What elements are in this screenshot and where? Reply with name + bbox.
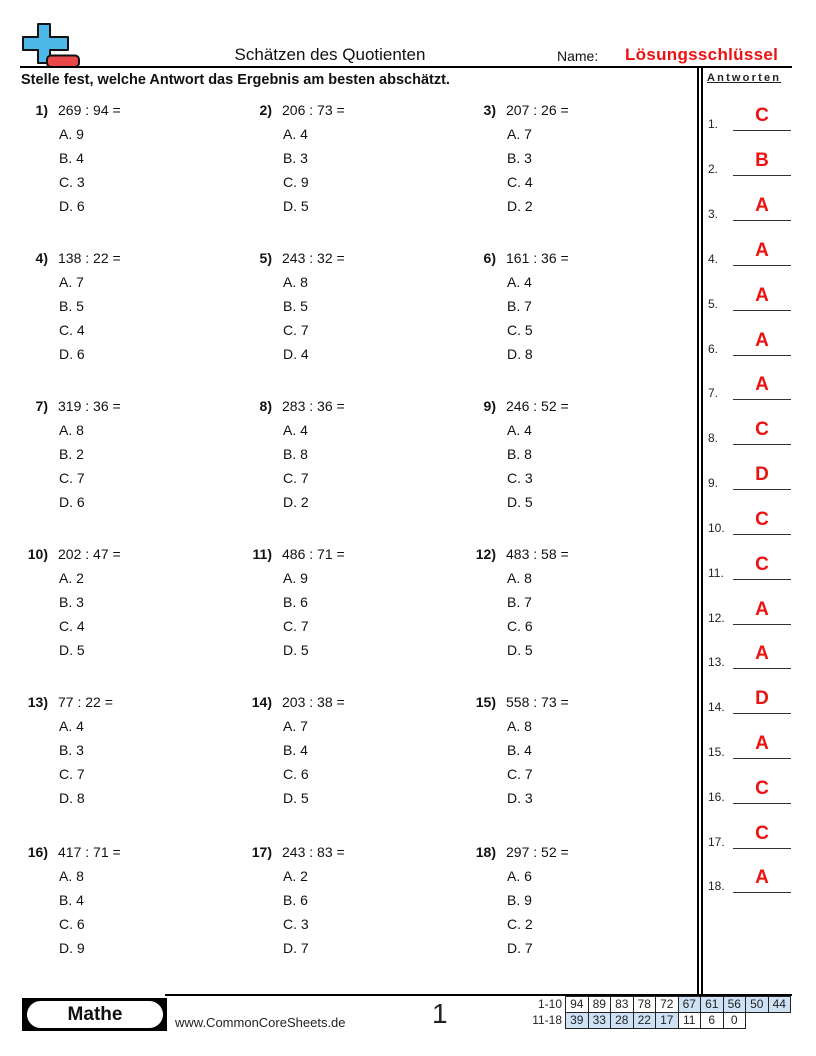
answer-blank xyxy=(733,375,791,400)
site-url: www.CommonCoreSheets.de xyxy=(175,1015,346,1030)
score-cell: 28 xyxy=(611,1013,634,1029)
problem-number: 10) xyxy=(27,546,48,562)
worksheet-title: Schätzen des Quotienten xyxy=(234,45,426,64)
answer-blank xyxy=(733,734,791,759)
answer-blank xyxy=(733,689,791,714)
problem-5 xyxy=(244,246,454,366)
answer-label: 6. xyxy=(708,342,719,356)
option-a: A. 4 xyxy=(283,422,308,438)
subject-badge xyxy=(22,998,167,1031)
answer-item-15 xyxy=(708,734,792,759)
option-d: D. 5 xyxy=(507,494,533,510)
answer-item-7 xyxy=(708,375,792,400)
problem-number: 2) xyxy=(259,102,272,118)
option-b: B. 6 xyxy=(283,892,308,908)
option-a: A. 6 xyxy=(507,868,532,884)
answer-value: D xyxy=(755,464,769,485)
problem-15 xyxy=(468,690,678,810)
answer-label: 8. xyxy=(708,431,719,445)
answer-blank xyxy=(733,196,791,221)
problem-number: 15) xyxy=(475,694,496,710)
answer-blank xyxy=(733,510,791,535)
option-c: C. 6 xyxy=(507,618,533,634)
score-cell: 78 xyxy=(633,997,656,1013)
answer-item-13 xyxy=(708,644,792,669)
answer-value: A xyxy=(755,240,769,261)
option-b: B. 4 xyxy=(59,150,84,166)
problem-expression: 243 : 83 = xyxy=(282,844,345,860)
option-c: C. 6 xyxy=(283,766,309,782)
score-cell: 94 xyxy=(566,997,589,1013)
answer-label: 18. xyxy=(708,879,725,893)
problem-number: 3) xyxy=(483,102,496,118)
option-d: D. 8 xyxy=(507,346,533,362)
option-b: B. 2 xyxy=(59,446,84,462)
problem-number: 1) xyxy=(35,102,48,118)
answer-value: A xyxy=(755,643,769,664)
answer-item-1 xyxy=(708,106,792,131)
option-c: C. 3 xyxy=(507,470,533,486)
answer-item-14 xyxy=(708,689,792,714)
score-row-label: 11-18 xyxy=(532,1013,562,1027)
problem-18 xyxy=(468,840,678,960)
option-a: A. 4 xyxy=(59,718,84,734)
score-cell: 61 xyxy=(701,997,724,1013)
option-d: D. 6 xyxy=(59,346,85,362)
answer-blank xyxy=(733,286,791,311)
problem-12 xyxy=(468,542,678,662)
answer-blank xyxy=(733,420,791,445)
problem-expression: 206 : 73 = xyxy=(282,102,345,118)
option-b: B. 5 xyxy=(283,298,308,314)
answer-blank xyxy=(733,555,791,580)
answer-blank xyxy=(733,106,791,131)
option-d: D. 5 xyxy=(283,790,309,806)
answer-blank xyxy=(733,644,791,669)
answer-label: 17. xyxy=(708,835,725,849)
problem-10 xyxy=(20,542,230,662)
problem-expression: 269 : 94 = xyxy=(58,102,121,118)
problem-number: 13) xyxy=(27,694,48,710)
option-c: C. 6 xyxy=(59,916,85,932)
problem-2 xyxy=(244,98,454,218)
answer-item-4 xyxy=(708,241,792,266)
problem-expression: 246 : 52 = xyxy=(506,398,569,414)
answer-label: 12. xyxy=(708,611,725,625)
score-cell: 0 xyxy=(723,1013,746,1029)
score-row-1-10 xyxy=(528,997,791,1013)
score-cell: 50 xyxy=(746,997,769,1013)
option-c: C. 3 xyxy=(283,916,309,932)
option-d: D. 5 xyxy=(59,642,85,658)
answer-blank xyxy=(733,465,791,490)
score-cell: 33 xyxy=(588,1013,611,1029)
option-b: B. 3 xyxy=(59,594,84,610)
option-d: D. 2 xyxy=(507,198,533,214)
problem-expression: 203 : 38 = xyxy=(282,694,345,710)
answer-blank xyxy=(733,868,791,893)
option-d: D. 8 xyxy=(59,790,85,806)
option-a: A. 7 xyxy=(283,718,308,734)
option-c: C. 4 xyxy=(59,322,85,338)
plus-minus-logo-icon xyxy=(20,22,80,68)
problem-number: 4) xyxy=(35,250,48,266)
option-a: A. 2 xyxy=(283,868,308,884)
answer-value: C xyxy=(755,509,769,530)
problem-16 xyxy=(20,840,230,960)
score-cell: 6 xyxy=(701,1013,724,1029)
answer-value: C xyxy=(755,105,769,126)
answer-value: C xyxy=(755,554,769,575)
option-d: D. 5 xyxy=(283,198,309,214)
problem-4 xyxy=(20,246,230,366)
problem-number: 14) xyxy=(251,694,272,710)
answer-blank xyxy=(733,824,791,849)
instruction-text: Stelle fest, welche Antwort das Ergebnis am besten abschätzt. xyxy=(21,72,450,88)
problem-number: 5) xyxy=(259,250,272,266)
answer-value: D xyxy=(755,688,769,709)
option-d: D. 7 xyxy=(283,940,309,956)
answer-item-11 xyxy=(708,555,792,580)
answer-item-16 xyxy=(708,779,792,804)
option-a: A. 8 xyxy=(59,868,84,884)
problem-number: 7) xyxy=(35,398,48,414)
answer-item-6 xyxy=(708,331,792,356)
option-b: B. 7 xyxy=(507,298,532,314)
answer-value: C xyxy=(755,419,769,440)
answer-label: 3. xyxy=(708,207,719,221)
subject-badge-label: Mathe xyxy=(27,1001,163,1028)
answer-item-8 xyxy=(708,420,792,445)
answer-label: 2. xyxy=(708,162,719,176)
score-row-11-18 xyxy=(528,1013,791,1029)
answer-value: A xyxy=(755,374,769,395)
option-b: B. 7 xyxy=(507,594,532,610)
name-label: Name: xyxy=(557,48,599,64)
option-a: A. 7 xyxy=(59,274,84,290)
score-cell: 89 xyxy=(588,997,611,1013)
option-a: A. 8 xyxy=(283,274,308,290)
answer-blank xyxy=(733,779,791,804)
answer-label: 11. xyxy=(708,566,724,580)
answer-column-divider xyxy=(697,67,699,995)
score-row-label: 1-10 xyxy=(537,997,562,1011)
option-b: B. 3 xyxy=(59,742,84,758)
answer-value: B xyxy=(755,150,769,171)
option-d: D. 7 xyxy=(507,940,533,956)
option-a: A. 8 xyxy=(507,718,532,734)
option-c: C. 7 xyxy=(283,470,309,486)
option-b: B. 4 xyxy=(507,742,532,758)
option-b: B. 9 xyxy=(507,892,532,908)
option-b: B. 3 xyxy=(283,150,308,166)
score-cell: 44 xyxy=(768,997,791,1013)
problem-17 xyxy=(244,840,454,960)
option-d: D. 5 xyxy=(283,642,309,658)
answer-value: C xyxy=(755,778,769,799)
score-cell: 22 xyxy=(633,1013,656,1029)
answer-item-2 xyxy=(708,151,792,176)
answer-value: A xyxy=(755,599,769,620)
name-value: Lösungsschlüssel xyxy=(625,45,779,64)
answer-blank xyxy=(733,331,791,356)
problem-number: 8) xyxy=(259,398,272,414)
answers-heading: Antworten xyxy=(707,72,782,84)
answer-label: 9. xyxy=(708,476,719,490)
score-cell: 83 xyxy=(611,997,634,1013)
problem-7 xyxy=(20,394,230,514)
problem-expression: 319 : 36 = xyxy=(58,398,121,414)
option-b: B. 6 xyxy=(283,594,308,610)
answer-value: A xyxy=(755,285,769,306)
answer-label: 1. xyxy=(708,117,719,131)
option-d: D. 9 xyxy=(59,940,85,956)
answer-column-divider xyxy=(701,67,703,995)
score-table xyxy=(528,996,791,1029)
problem-14 xyxy=(244,690,454,810)
option-d: D. 2 xyxy=(283,494,309,510)
answer-value: C xyxy=(755,823,769,844)
score-cell: 72 xyxy=(656,997,679,1013)
problem-number: 6) xyxy=(483,250,496,266)
problem-number: 9) xyxy=(483,398,496,414)
problem-6 xyxy=(468,246,678,366)
problem-11 xyxy=(244,542,454,662)
problem-expression: 297 : 52 = xyxy=(506,844,569,860)
option-d: D. 6 xyxy=(59,198,85,214)
problem-number: 11) xyxy=(252,546,272,562)
option-a: A. 8 xyxy=(59,422,84,438)
answer-item-10 xyxy=(708,510,792,535)
answer-item-3 xyxy=(708,196,792,221)
problem-expression: 77 : 22 = xyxy=(58,694,113,710)
answer-value: A xyxy=(755,733,769,754)
problem-9 xyxy=(468,394,678,514)
problem-8 xyxy=(244,394,454,514)
problem-expression: 417 : 71 = xyxy=(58,844,121,860)
option-b: B. 3 xyxy=(507,150,532,166)
option-c: C. 4 xyxy=(507,174,533,190)
answer-label: 5. xyxy=(708,297,719,311)
score-cell: 11 xyxy=(678,1013,701,1029)
problem-number: 17) xyxy=(251,844,272,860)
option-d: D. 3 xyxy=(507,790,533,806)
option-a: A. 7 xyxy=(507,126,532,142)
option-c: C. 7 xyxy=(59,766,85,782)
answer-label: 10. xyxy=(708,521,725,535)
problem-expression: 283 : 36 = xyxy=(282,398,345,414)
problem-number: 16) xyxy=(27,844,48,860)
problem-number: 18) xyxy=(475,844,496,860)
option-d: D. 5 xyxy=(507,642,533,658)
option-d: D. 6 xyxy=(59,494,85,510)
option-b: B. 4 xyxy=(283,742,308,758)
answer-value: A xyxy=(755,867,769,888)
problem-expression: 558 : 73 = xyxy=(506,694,569,710)
score-cell: 67 xyxy=(678,997,701,1013)
problem-expression: 138 : 22 = xyxy=(58,250,121,266)
answer-value: A xyxy=(755,195,769,216)
option-b: B. 5 xyxy=(59,298,84,314)
problem-13 xyxy=(20,690,230,810)
option-a: A. 9 xyxy=(59,126,84,142)
page-number: 1 xyxy=(432,998,448,1029)
problem-1 xyxy=(20,98,230,218)
answer-value: A xyxy=(755,330,769,351)
option-c: C. 5 xyxy=(507,322,533,338)
option-b: B. 8 xyxy=(507,446,532,462)
answer-label: 13. xyxy=(708,655,725,669)
score-cell: 17 xyxy=(656,1013,679,1029)
problem-expression: 202 : 47 = xyxy=(58,546,121,562)
option-c: C. 4 xyxy=(59,618,85,634)
answer-item-12 xyxy=(708,600,792,625)
option-a: A. 9 xyxy=(283,570,308,586)
problem-expression: 483 : 58 = xyxy=(506,546,569,562)
problem-expression: 486 : 71 = xyxy=(282,546,345,562)
option-c: C. 7 xyxy=(59,470,85,486)
option-a: A. 4 xyxy=(507,274,532,290)
option-c: C. 7 xyxy=(507,766,533,782)
problem-expression: 243 : 32 = xyxy=(282,250,345,266)
option-b: B. 8 xyxy=(283,446,308,462)
option-a: A. 4 xyxy=(283,126,308,142)
answer-label: 16. xyxy=(708,790,725,804)
answer-item-5 xyxy=(708,286,792,311)
answer-blank xyxy=(733,151,791,176)
header-divider xyxy=(20,66,792,68)
option-b: B. 4 xyxy=(59,892,84,908)
answer-blank xyxy=(733,600,791,625)
answer-item-9 xyxy=(708,465,792,490)
option-c: C. 2 xyxy=(507,916,533,932)
option-c: C. 7 xyxy=(283,618,309,634)
answer-label: 15. xyxy=(708,745,725,759)
answer-item-17 xyxy=(708,824,792,849)
option-d: D. 4 xyxy=(283,346,309,362)
problem-expression: 207 : 26 = xyxy=(506,102,569,118)
answer-blank xyxy=(733,241,791,266)
problem-number: 12) xyxy=(475,546,496,562)
score-cell: 39 xyxy=(566,1013,589,1029)
option-c: C. 9 xyxy=(283,174,309,190)
option-a: A. 8 xyxy=(507,570,532,586)
option-c: C. 7 xyxy=(283,322,309,338)
answer-label: 4. xyxy=(708,252,719,266)
problem-expression: 161 : 36 = xyxy=(506,250,569,266)
score-cell: 56 xyxy=(723,997,746,1013)
option-a: A. 2 xyxy=(59,570,84,586)
problem-3 xyxy=(468,98,678,218)
option-c: C. 3 xyxy=(59,174,85,190)
option-a: A. 4 xyxy=(507,422,532,438)
answer-label: 7. xyxy=(708,386,719,400)
answer-item-18 xyxy=(708,868,792,893)
answer-label: 14. xyxy=(708,700,725,714)
